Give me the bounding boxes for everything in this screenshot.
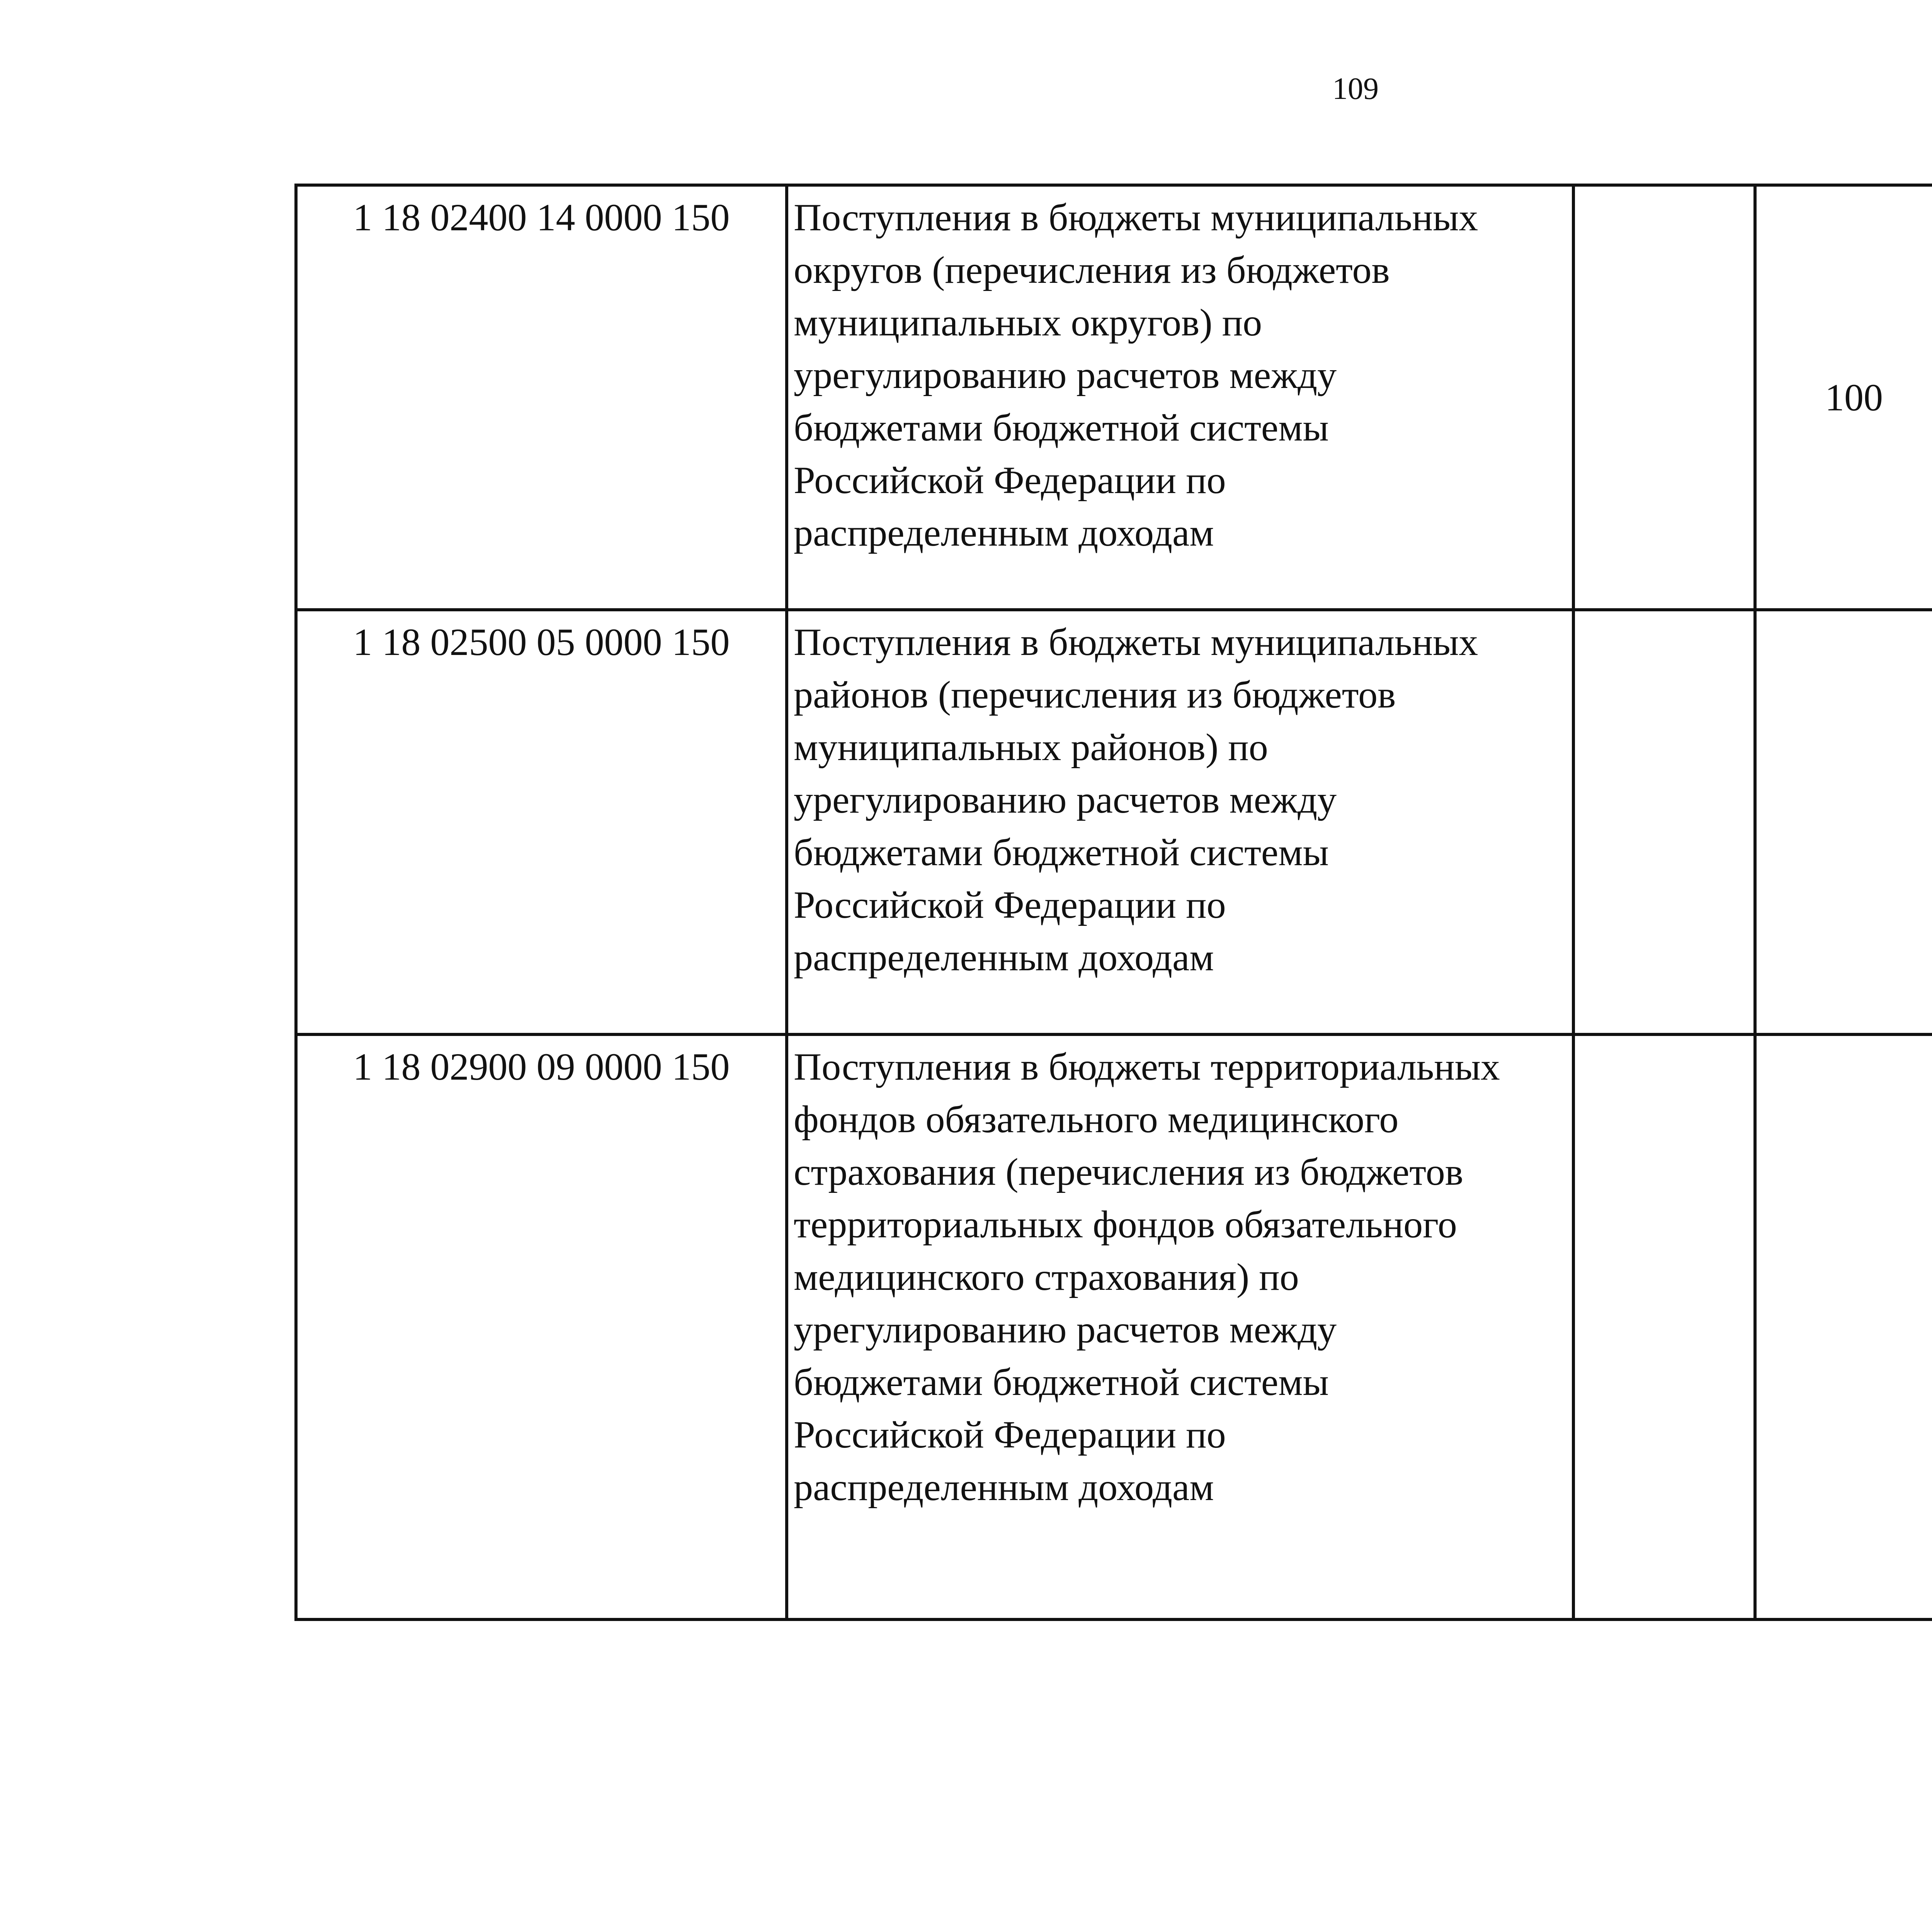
revenue-name-cell [787, 185, 1573, 610]
revenue-name-line: районов (перечисления из бюджетов [794, 673, 1396, 716]
revenue-name-line: распределенным доходам [794, 511, 1214, 554]
revenue-name-line: бюджетами бюджетной системы [794, 406, 1329, 449]
revenue-name-line: территориальных фондов обязательного [794, 1203, 1457, 1246]
revenue-name-line: медицинского страхования) по [794, 1255, 1299, 1298]
revenue-name-cell [787, 1034, 1573, 1619]
revenue-name-line: Российской Федерации по [794, 1413, 1226, 1456]
revenue-name-line: страхования (перечисления из бюджетов [794, 1150, 1463, 1193]
percent-cell-2 [1755, 1034, 1932, 1619]
revenue-name-line: муниципальных районов) по [794, 726, 1268, 769]
revenue-name-line: округов (перечисления из бюджетов [794, 248, 1390, 291]
revenue-name-line: Поступления в бюджеты территориальных [794, 1045, 1500, 1088]
page-number: 109 [1332, 72, 1379, 106]
revenue-name-line: муниципальных округов) по [794, 301, 1262, 344]
percent-cell-1 [1573, 185, 1755, 610]
percent-cell-2 [1755, 610, 1932, 1034]
revenue-name-line: распределенным доходам [794, 936, 1214, 979]
revenue-name-cell [787, 610, 1573, 1034]
revenue-name-line: урегулированию расчетов между [794, 1308, 1337, 1351]
revenue-name-line: урегулированию расчетов между [794, 778, 1337, 821]
revenue-name-line: фондов обязательного медицинского [794, 1098, 1399, 1141]
revenue-code-cell: 1 18 02500 05 0000 150 [296, 610, 787, 1034]
revenue-name-line: Поступления в бюджеты муниципальных [794, 196, 1478, 239]
revenue-code-cell: 1 18 02900 09 0000 150 [296, 1034, 787, 1619]
revenue-name-line: Российской Федерации по [794, 883, 1226, 926]
revenue-code-cell: 1 18 02400 14 0000 150 [296, 185, 787, 610]
table-row [296, 1034, 1932, 1619]
revenue-name-line: Российской Федерации по [794, 459, 1226, 502]
percent-cell-1 [1573, 1034, 1755, 1619]
revenue-name-line: бюджетами бюджетной системы [794, 1361, 1329, 1403]
revenue-distribution-table [294, 184, 1932, 1621]
table-row [296, 610, 1932, 1034]
table-row [296, 185, 1932, 610]
revenue-name-line: распределенным доходам [794, 1466, 1214, 1509]
revenue-name-line: Поступления в бюджеты муниципальных [794, 621, 1478, 663]
revenue-name-line: бюджетами бюджетной системы [794, 831, 1329, 874]
revenue-name-line: урегулированию расчетов между [794, 354, 1337, 396]
percent-cell-1 [1573, 610, 1755, 1034]
percent-cell-2: 100 [1755, 185, 1932, 610]
